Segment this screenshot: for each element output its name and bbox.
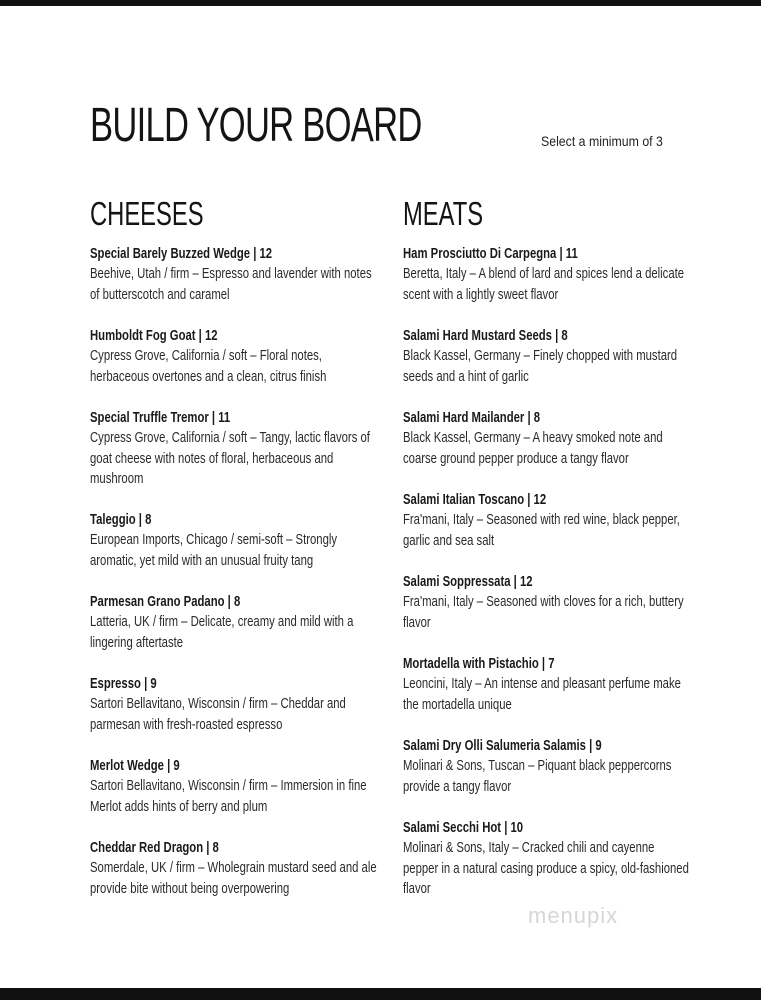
item-description: Sartori Bellavitano, Wisconsin / firm – Immersion in fine Merlot adds hints of berry and plum <box>90 778 367 815</box>
item-name: Ham Prosciutto Di Carpegna | 11 <box>403 246 578 262</box>
cheeses-heading: CHEESES <box>90 195 204 232</box>
item-description: Leoncini, Italy – An intense and pleasant perfume make the mortadella unique <box>403 676 681 713</box>
item-name: Mortadella with Pistachio | 7 <box>403 656 555 672</box>
menu-item-meat <box>403 736 692 818</box>
menu-item-cheese <box>90 756 379 838</box>
item-description: Black Kassel, Germany – A heavy smoked note and coarse ground pepper produce a tangy flavor <box>403 430 663 467</box>
selection-note: Select a minimum of 3 <box>541 133 663 149</box>
item-name: Salami Hard Mailander | 8 <box>403 410 541 426</box>
item-name: Salami Secchi Hot | 10 <box>403 820 524 836</box>
menupix-watermark: menupix <box>528 903 619 928</box>
menu-item-cheese <box>90 244 379 326</box>
page-title: BUILD YOUR BOARD <box>90 99 422 152</box>
menu-item-cheese <box>90 510 379 592</box>
item-description: Cypress Grove, California / soft – Floral notes, herbaceous overtones and a clean, citrus finish <box>90 348 327 385</box>
menu-item-cheese <box>90 326 379 408</box>
item-description: Sartori Bellavitano, Wisconsin / firm – Cheddar and parmesan with fresh-roasted espresso <box>90 696 346 733</box>
item-name: Salami Italian Toscano | 12 <box>403 492 547 508</box>
menu-item-meat <box>403 326 692 408</box>
item-description: Fra'mani, Italy – Seasoned with cloves for a rich, buttery flavor <box>403 594 684 631</box>
item-description: Molinari & Sons, Italy – Cracked chili and cayenne pepper in a natural casing produce a spicy, old-fashioned flavor <box>403 840 689 897</box>
meats-heading: MEATS <box>403 195 484 232</box>
menu-item-cheese <box>90 838 379 900</box>
item-name: Cheddar Red Dragon | 8 <box>90 840 219 856</box>
item-name: Parmesan Grano Padano | 8 <box>90 594 241 610</box>
meats-section <box>403 194 703 900</box>
item-description: Molinari & Sons, Tuscan – Piquant black peppercorns provide a tangy flavor <box>403 758 672 795</box>
menu-item-meat <box>403 654 692 736</box>
menu-item-meat <box>403 408 692 490</box>
item-description: European Imports, Chicago / semi-soft – Strongly aromatic, yet mild with an unusual fruity tang <box>90 532 338 569</box>
item-name: Espresso | 9 <box>90 676 157 692</box>
item-description: Black Kassel, Germany – Finely chopped with mustard seeds and a hint of garlic <box>403 348 678 385</box>
menu-item-meat <box>403 572 692 654</box>
item-name: Salami Hard Mustard Seeds | 8 <box>403 328 568 344</box>
item-name: Salami Dry Olli Salumeria Salamis | 9 <box>403 738 602 754</box>
item-description: Fra'mani, Italy – Seasoned with red wine, black pepper, garlic and sea salt <box>403 512 680 549</box>
item-name: Humboldt Fog Goat | 12 <box>90 328 218 344</box>
menu-item-cheese <box>90 592 379 674</box>
menu-item-meat <box>403 490 692 572</box>
bottom-border <box>0 988 761 1000</box>
menu-item-meat <box>403 244 692 326</box>
cheeses-section <box>90 194 380 900</box>
item-name: Taleggio | 8 <box>90 512 152 528</box>
item-name: Special Barely Buzzed Wedge | 12 <box>90 246 273 262</box>
menu-item-meat <box>403 818 692 900</box>
menu-item-cheese <box>90 674 379 756</box>
item-description: Somerdale, UK / firm – Wholegrain mustard seed and ale provide bite without being overpowering <box>90 860 377 897</box>
menu-item-cheese <box>90 408 379 510</box>
item-name: Salami Soppressata | 12 <box>403 574 533 590</box>
item-description: Beehive, Utah / firm – Espresso and lavender with notes of butterscotch and caramel <box>90 266 372 303</box>
top-border <box>0 0 761 6</box>
item-name: Special Truffle Tremor | 11 <box>90 410 231 426</box>
item-description: Beretta, Italy – A blend of lard and spices lend a delicate scent with a lightly sweet flavor <box>403 266 685 303</box>
item-description: Latteria, UK / firm – Delicate, creamy and mild with a lingering aftertaste <box>90 614 354 651</box>
item-description: Cypress Grove, California / soft – Tangy, lactic flavors of goat cheese with notes of floral, herbaceous and mushroom <box>90 430 370 487</box>
item-name: Merlot Wedge | 9 <box>90 758 180 774</box>
